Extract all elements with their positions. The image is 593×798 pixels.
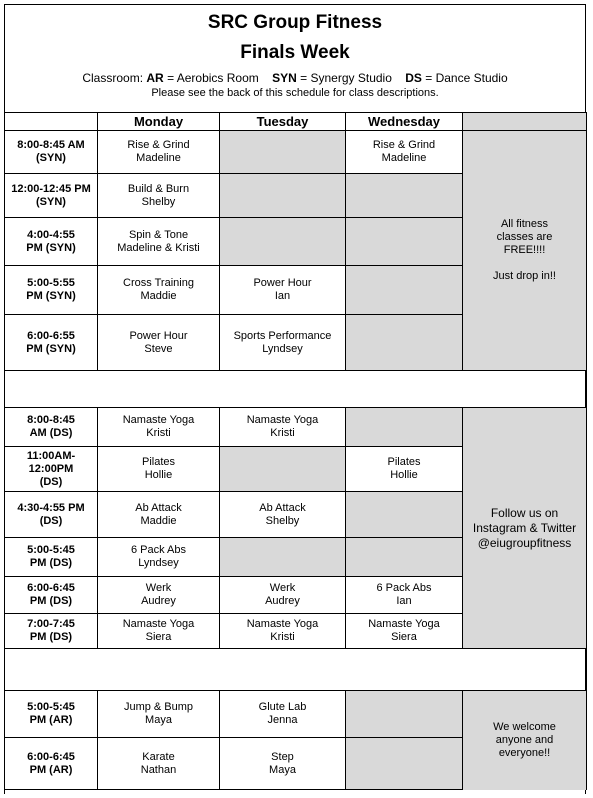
class-slot-tuesday xyxy=(220,266,346,315)
side-note-1 xyxy=(463,131,587,371)
side-note-line: @eiugroupfitness xyxy=(477,535,572,550)
class-time-line: 4:00-4:55 xyxy=(27,228,75,241)
class-slot-wednesday xyxy=(346,614,463,649)
legend-syn-code: SYN xyxy=(272,71,297,85)
side-note-line xyxy=(463,257,586,270)
class-slot-tuesday xyxy=(220,492,346,538)
instructor-name: Maya xyxy=(145,714,172,726)
class-name: 6 Pack Abs xyxy=(130,544,187,556)
instructor-name: Maya xyxy=(269,763,296,776)
instructor-name: Ian xyxy=(396,595,412,607)
class-name: Glute Lab xyxy=(258,701,307,713)
class-slot-monday xyxy=(98,538,220,577)
class-name: Namaste Yoga xyxy=(368,618,440,630)
side-note-2 xyxy=(463,408,587,649)
class-time-line: 6:00-6:45 xyxy=(27,750,75,763)
empty-slot-wednesday xyxy=(346,266,463,315)
empty-slot-wednesday xyxy=(346,315,463,371)
side-note-3 xyxy=(463,691,587,790)
class-name: Power Hour xyxy=(129,329,188,342)
class-name: Namaste Yoga xyxy=(122,414,195,426)
class-name: Rise & Grind xyxy=(372,139,436,151)
class-name: Power Hour xyxy=(253,277,312,289)
class-slot-monday xyxy=(98,174,220,218)
class-name: Jump & Bump xyxy=(123,701,194,713)
class-time-line: 5:00-5:45 xyxy=(27,701,75,713)
page-subtitle: Finals Week xyxy=(240,42,350,63)
column-header-tuesday: Tuesday xyxy=(220,113,346,131)
day-header-row xyxy=(5,113,587,131)
instructor-name: Madeline xyxy=(381,152,427,164)
class-time-line: (SYN) xyxy=(36,195,66,208)
class-time-line: PM (SYN) xyxy=(26,241,76,254)
class-name: Namaste Yoga xyxy=(246,618,319,630)
spacer-cell xyxy=(5,649,587,691)
schedule-table xyxy=(4,112,587,790)
class-slot-tuesday xyxy=(220,738,346,790)
side-note-line: Just drop in!! xyxy=(493,270,556,282)
empty-slot-wednesday xyxy=(346,691,463,738)
empty-slot-wednesday xyxy=(346,492,463,538)
classroom-legend xyxy=(4,71,586,85)
side-note-line: Follow us on xyxy=(490,505,559,520)
class-name: Namaste Yoga xyxy=(246,414,319,426)
class-time-line: 12:00-12:45 PM xyxy=(11,182,91,195)
column-header-wednesday: Wednesday xyxy=(346,113,463,131)
class-time xyxy=(5,614,98,649)
class-slot-wednesday xyxy=(346,447,463,492)
side-note-line: anyone and xyxy=(495,733,554,746)
legend-ar-code: AR xyxy=(146,71,164,85)
table-row xyxy=(5,408,587,447)
empty-slot-tuesday xyxy=(220,538,346,577)
class-name: Step xyxy=(271,750,294,763)
instructor-name: Steve xyxy=(144,342,173,355)
class-slot-tuesday xyxy=(220,577,346,614)
class-time-line: PM (SYN) xyxy=(26,342,76,355)
instructor-name: Hollie xyxy=(144,469,173,481)
class-name: Ab Attack xyxy=(259,501,306,514)
instructor-name: Jenna xyxy=(267,714,298,726)
empty-slot-wednesday xyxy=(346,738,463,790)
class-name: Sports Performance xyxy=(233,329,332,342)
class-time-line: 8:00-8:45 xyxy=(27,414,75,426)
class-slot-tuesday xyxy=(220,614,346,649)
instructor-name: Madeline xyxy=(136,152,181,164)
class-name: Build & Burn xyxy=(127,182,190,195)
class-time-line: 7:00-7:45 xyxy=(27,618,75,630)
class-slot-tuesday xyxy=(220,691,346,738)
empty-slot-wednesday xyxy=(346,538,463,577)
section-spacer xyxy=(5,649,587,691)
class-name: Werk xyxy=(269,582,296,594)
class-slot-monday xyxy=(98,218,220,266)
descriptions-note: Please see the back of this schedule for class descriptions. xyxy=(151,87,439,99)
class-time-line: 6:00-6:55 xyxy=(27,329,75,342)
section-spacer xyxy=(5,371,587,408)
legend-prefix: Classroom: xyxy=(82,71,144,85)
side-note-line: Instagram & Twitter xyxy=(472,520,577,535)
class-name: Pilates xyxy=(387,456,421,468)
class-time xyxy=(5,315,98,371)
class-slot-monday xyxy=(98,266,220,315)
class-name: Spin & Tone xyxy=(128,228,189,241)
schedule-header xyxy=(4,4,586,112)
class-name: Werk xyxy=(145,582,172,594)
empty-slot-wednesday xyxy=(346,218,463,266)
class-time xyxy=(5,492,98,538)
legend-ar-text: = Aerobics Room xyxy=(167,71,259,85)
instructor-name: Siera xyxy=(145,631,172,643)
instructor-name: Nathan xyxy=(140,763,177,776)
class-time-line: 5:00-5:45 xyxy=(27,544,75,556)
class-time xyxy=(5,577,98,614)
legend-syn-text: = Synergy Studio xyxy=(300,71,392,85)
class-slot-monday xyxy=(98,738,220,790)
class-time-line: (SYN) xyxy=(36,152,66,164)
side-note-line: We welcome xyxy=(493,720,556,733)
instructor-name: Kristi xyxy=(270,427,295,439)
table-row xyxy=(5,131,587,174)
class-time xyxy=(5,174,98,218)
spacer-cell xyxy=(5,371,587,408)
class-slot-monday xyxy=(98,131,220,174)
class-time-line: PM (AR) xyxy=(29,763,73,776)
class-time-line: 6:00-6:45 xyxy=(27,582,75,594)
class-time xyxy=(5,447,98,492)
instructor-name: Ian xyxy=(274,290,291,302)
class-slot-monday xyxy=(98,691,220,738)
class-time-line: 5:00-5:55 xyxy=(27,277,75,289)
instructor-name: Shelby xyxy=(141,195,176,208)
class-time-line: PM (DS) xyxy=(29,631,73,643)
empty-slot-tuesday xyxy=(220,174,346,218)
instructor-name: Madeline & Kristi xyxy=(117,241,200,254)
class-time-line: PM (AR) xyxy=(29,714,73,726)
class-name: Pilates xyxy=(141,456,176,468)
instructor-name: Siera xyxy=(391,631,417,643)
empty-slot-tuesday xyxy=(220,218,346,266)
class-name: Karate xyxy=(142,750,175,763)
empty-slot-wednesday xyxy=(346,174,463,218)
legend-ds-text: = Dance Studio xyxy=(425,71,508,85)
class-time xyxy=(5,738,98,790)
class-time-line: PM (DS) xyxy=(29,595,73,607)
class-time xyxy=(5,538,98,577)
class-time-line: (DS) xyxy=(39,475,63,488)
class-name: Namaste Yoga xyxy=(122,618,195,630)
class-name: 6 Pack Abs xyxy=(376,582,432,594)
side-note-line: classes are xyxy=(496,231,553,243)
class-name: Rise & Grind xyxy=(127,139,190,151)
empty-slot-tuesday xyxy=(220,131,346,174)
class-time-line: 4:30-4:55 PM (DS) xyxy=(17,501,85,527)
class-slot-wednesday xyxy=(346,131,463,174)
empty-slot-wednesday xyxy=(346,408,463,447)
class-time xyxy=(5,131,98,174)
instructor-name: Audrey xyxy=(265,595,300,607)
class-slot-monday xyxy=(98,492,220,538)
legend-ds-code: DS xyxy=(405,71,422,85)
class-time xyxy=(5,218,98,266)
class-time-line: 11:00AM-12:00PM xyxy=(26,449,76,475)
side-note-line: FREE!!!! xyxy=(503,244,546,256)
class-time xyxy=(5,266,98,315)
class-time xyxy=(5,691,98,738)
class-time-line: 8:00-8:45 AM xyxy=(17,139,85,151)
class-time-line: PM (SYN) xyxy=(26,290,76,302)
side-note-line: All fitness xyxy=(500,218,549,230)
instructor-name: Hollie xyxy=(390,469,418,481)
class-time-line: PM (DS) xyxy=(29,557,73,569)
class-time xyxy=(5,408,98,447)
class-time-line: AM (DS) xyxy=(29,427,73,439)
class-slot-monday xyxy=(98,447,220,492)
time-column-header xyxy=(5,113,98,131)
class-name: Cross Training xyxy=(123,277,194,289)
instructor-name: Shelby xyxy=(265,514,300,527)
page-title: SRC Group Fitness xyxy=(207,12,383,33)
instructor-name: Lyndsey xyxy=(138,557,179,569)
side-note-line: everyone!! xyxy=(498,746,551,759)
class-name: Ab Attack xyxy=(135,501,182,514)
side-column-header xyxy=(463,113,587,131)
instructor-name: Maddie xyxy=(140,290,177,302)
class-slot-monday xyxy=(98,315,220,371)
empty-slot-tuesday xyxy=(220,447,346,492)
class-slot-monday xyxy=(98,577,220,614)
instructor-name: Kristi xyxy=(270,631,295,643)
column-header-monday: Monday xyxy=(98,113,220,131)
instructor-name: Kristi xyxy=(146,427,171,439)
class-slot-tuesday xyxy=(220,408,346,447)
class-slot-monday xyxy=(98,408,220,447)
class-slot-wednesday xyxy=(346,577,463,614)
table-row xyxy=(5,691,587,738)
instructor-name: Lyndsey xyxy=(262,342,303,355)
instructor-name: Audrey xyxy=(141,595,176,607)
class-slot-tuesday xyxy=(220,315,346,371)
instructor-name: Maddie xyxy=(140,514,177,527)
class-slot-monday xyxy=(98,614,220,649)
